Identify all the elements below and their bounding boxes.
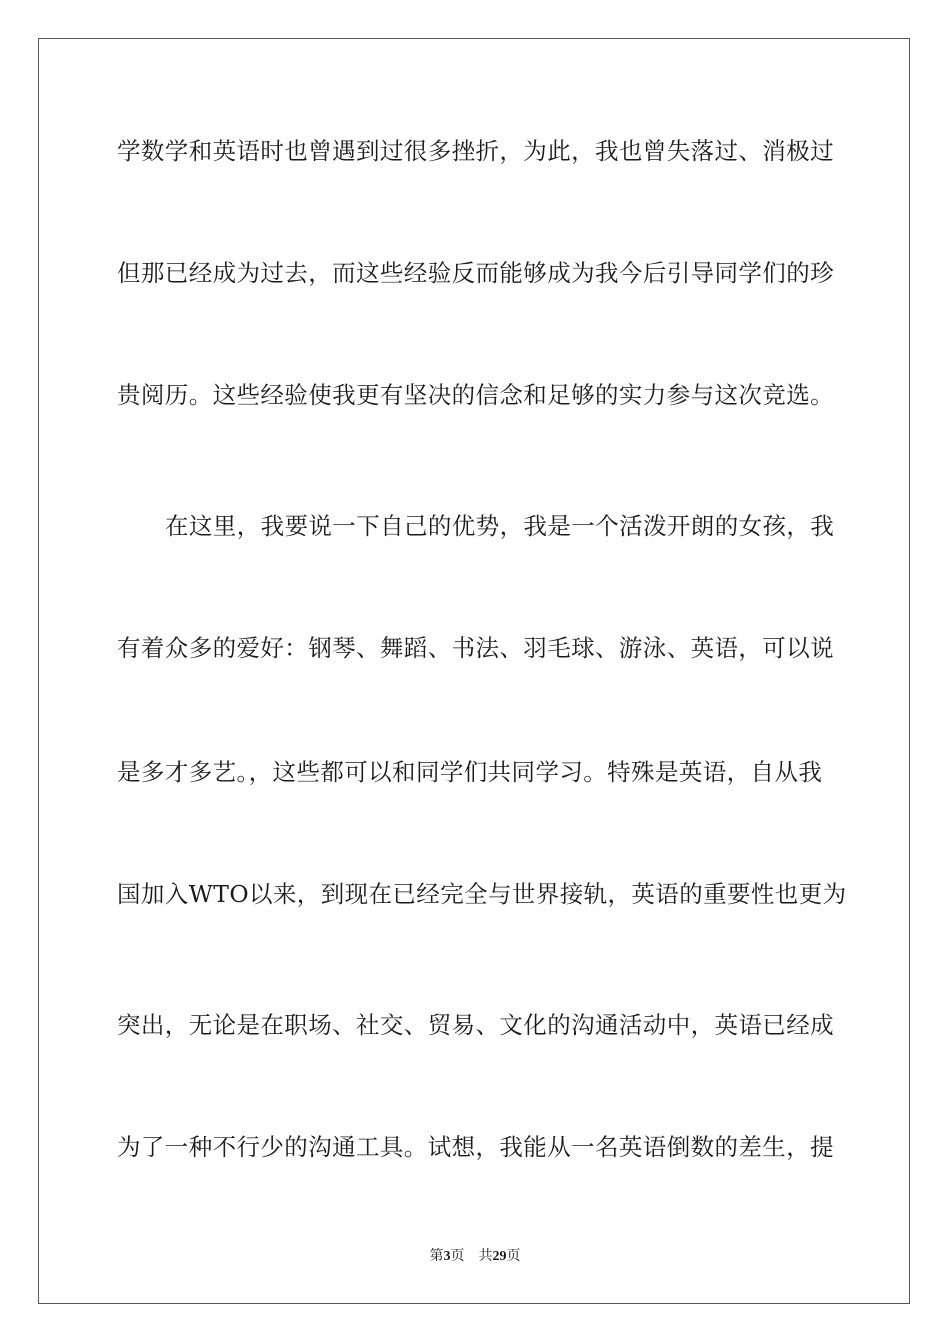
body-text-line-6: 是多才多艺。，这些都可以和同学们共同学习。特殊是英语，自从我 (117, 758, 823, 786)
page-number: 3 (443, 1249, 451, 1264)
total-label-suffix: 页 (506, 1248, 521, 1264)
body-text-line-3: 贵阅历。这些经验使我更有坚决的信念和足够的实力参与这次竞选。 (117, 381, 834, 409)
page-label-prefix: 第 (429, 1248, 444, 1264)
paragraph-first-line: 在这里，我要说一下自己的优势，我是一个活泼开朗的女孩，我 (165, 512, 835, 540)
body-text-line-7: 国加入WTO以来，到现在已经完全与世界接轨，英语的重要性也更为 (117, 880, 847, 908)
page-footer (0, 1247, 950, 1266)
total-pages: 29 (492, 1249, 507, 1264)
body-text-line-2: 但那已经成为过去，而这些经验反而能够成为我今后引导同学们的珍 (117, 259, 834, 287)
page-label-suffix: 页 (450, 1248, 465, 1264)
body-text-line-9: 为了一种不行少的沟通工具。试想，我能从一名英语倒数的差生，提 (117, 1133, 834, 1161)
body-text-line-1: 学数学和英语时也曾遇到过很多挫折，为此，我也曾失落过、消极过 (117, 137, 834, 165)
page-border (38, 38, 910, 1304)
body-text-line-8: 突出，无论是在职场、社交、贸易、文化的沟通活动中，英语已经成 (117, 1011, 834, 1039)
body-text-line-5: 有着众多的爱好：钢琴、舞蹈、书法、羽毛球、游泳、英语，可以说 (117, 634, 834, 662)
total-label-prefix: 共 (478, 1248, 493, 1264)
